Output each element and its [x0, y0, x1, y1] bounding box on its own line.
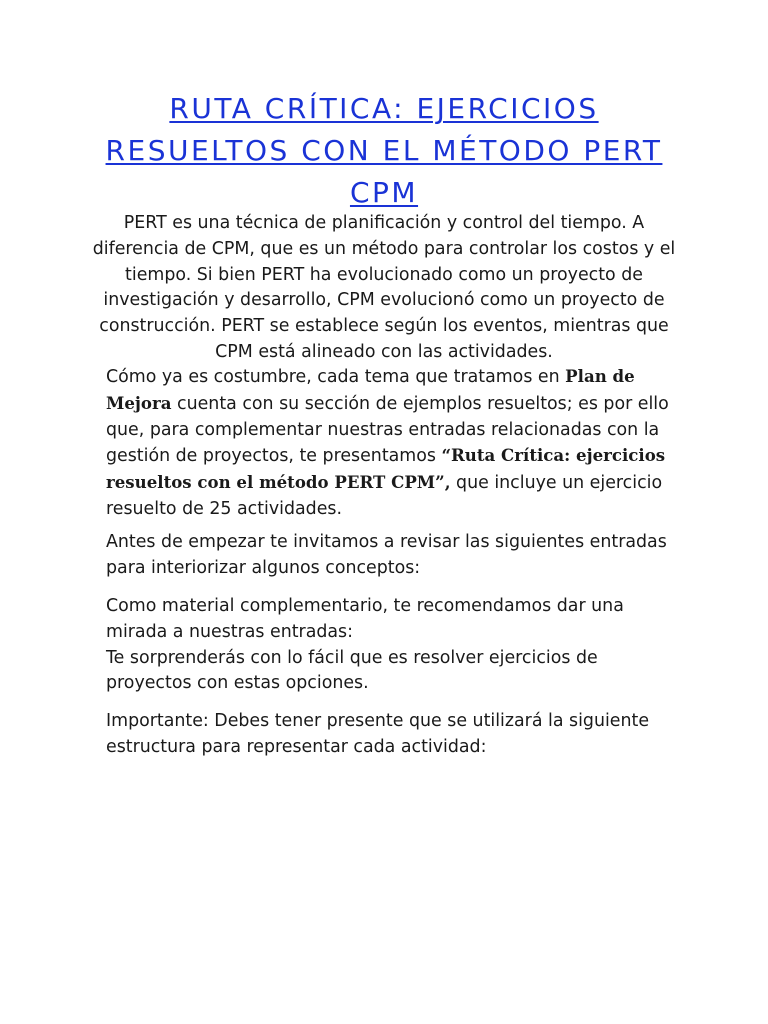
page-title — [100, 88, 668, 214]
context-paragraph — [106, 364, 674, 523]
complementary-line-1: Como material complementario, te recomendamos dar una mirada a nuestras entradas: — [106, 596, 624, 642]
invitation-paragraph: Antes de empezar te invitamos a revisar las siguientes entradas para interiorizar algunos conceptos: — [106, 532, 667, 578]
context-text-2: cuenta con su sección de ejemplos resueltos; es por ello que, para complementar nuestras entradas relacionadas con la gestión de proyectos, te presentamos — [106, 393, 669, 467]
complementary-line-2: Te sorprenderás con lo fácil que es resolver ejercicios de proyectos con estas opciones. — [106, 647, 598, 694]
complementary-paragraph — [106, 594, 674, 697]
intro-paragraph: PERT es una técnica de planificación y control del tiempo. A diferencia de CPM, que es un método para controlar los costos y el tiempo. Si bien PERT ha evolucionado como un proyecto de investigación y desarrollo, CPM evolucionó como un proyecto de construcción. PERT se establece según los eventos, mientras que CPM está alineado con las actividades. — [92, 213, 676, 362]
context-text-3: que incluye un ejercicio resuelto de 25 actividades. — [106, 473, 663, 519]
title-link[interactable]: RUTA CRÍTICA: EJERCICIOS RESUELTOS CON EL MÉTODO PERT CPM — [105, 92, 663, 209]
article-name-bold: “Ruta Crítica: ejercicios resueltos con el método PERT CPM”, — [106, 445, 666, 493]
important-paragraph: Importante: Debes tener presente que se utilizará la siguiente estructura para representar cada actividad: — [106, 711, 650, 757]
plan-de-mejora-bold: Plan de Mejora — [106, 366, 635, 413]
context-text-1: Cómo ya es costumbre, cada tema que tratamos en — [106, 367, 566, 387]
